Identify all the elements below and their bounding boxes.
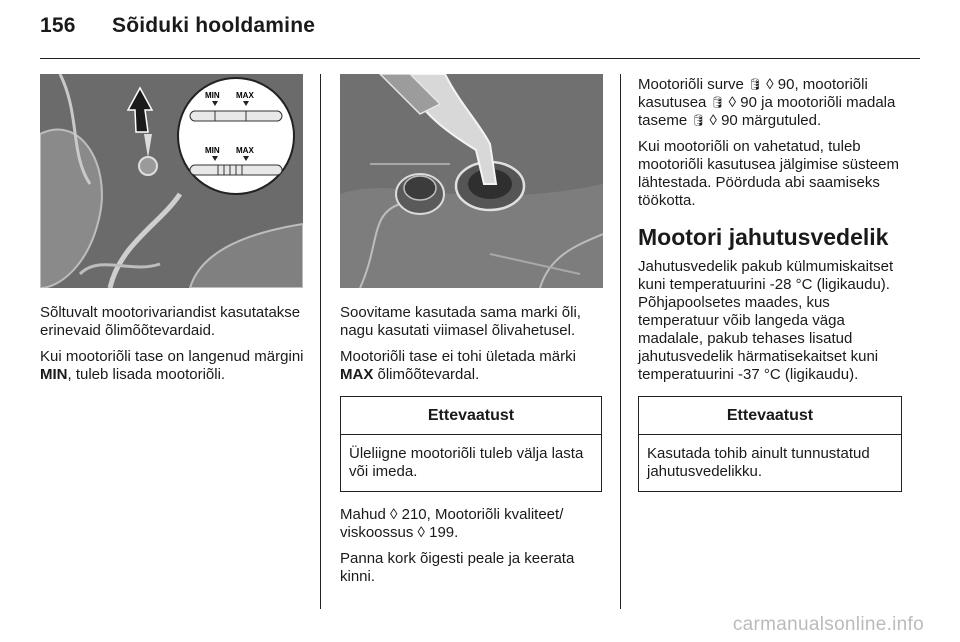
min-label-2: MIN xyxy=(205,146,220,155)
watermark: carmanualsonline.info xyxy=(732,614,924,635)
max-label-2: MAX xyxy=(236,146,254,155)
oil-life-icon: 🛢 xyxy=(710,97,725,109)
page-header xyxy=(40,14,315,38)
max-label-1: MAX xyxy=(236,91,254,100)
page-title: Sõiduki hooldamine xyxy=(112,14,316,37)
min-label-1: MIN xyxy=(205,91,220,100)
paragraph-dipstick-variants: Sõltuvalt mootorivariandist kasutatakse erinevaid õlimõõtevardaid. xyxy=(40,304,301,339)
column-2 xyxy=(340,304,602,594)
oil-filling-figure xyxy=(340,74,603,288)
warning-box-oil xyxy=(340,396,602,492)
paragraph-oil-life-reset: Kui mootoriõli on vahetatud, tuleb mootoriõli kasutusea jälgimise süsteem lähtestada. Pöörduda abi saamiseks töökotta. xyxy=(638,138,899,209)
paragraph-cap-tighten: Panna kork õigesti peale ja keerata kinni. xyxy=(340,550,575,585)
warning-body-coolant: Kasutada tohib ainult tunnustatud jahutusvedelikku. xyxy=(647,445,870,480)
paragraph-coolant-protection: Jahutusvedelik pakub külmumiskaitset kuni temperatuurini -28 °C (ligikaudu). Põhjapoolsetes maades, kus temperatuur võib langeda väga madalale, pakub tehases lisatud jahutusvedelik härmatisekaitset kuni temperatuurini -37 °C (ligikaudu). xyxy=(638,258,894,383)
paragraph-same-brand: Soovitame kasutada sama marki õli, nagu kasutati viimasel õlivahetusel. xyxy=(340,304,581,339)
min-mark: MIN xyxy=(40,366,68,383)
section-heading-coolant: Mootori jahutusvedelik xyxy=(638,224,889,250)
header-rule xyxy=(40,58,920,59)
oil-pressure-icon: 🛢 xyxy=(748,79,763,91)
paragraph-max-level: Mootoriõli tase ei tohi ületada märki MAX õlimõõtevardal. xyxy=(340,348,576,383)
max-mark: MAX xyxy=(340,366,374,383)
paragraph-capacities-link: Mahud ◊ 210, Mootoriõli kvaliteet/ viskoossus ◊ 199. xyxy=(340,506,564,541)
oil-filling-illustration xyxy=(340,74,603,288)
column-3 xyxy=(638,76,902,506)
warning-box-coolant xyxy=(638,396,902,492)
page-number: 156 xyxy=(40,14,76,37)
column-1 xyxy=(40,304,310,392)
oil-level-icon: 🛢 xyxy=(691,115,706,127)
column-divider-2 xyxy=(620,74,621,609)
paragraph-min-level: Kui mootoriõli tase on langenud märgini MIN, tuleb lisada mootoriõli. xyxy=(40,348,304,383)
dipstick-illustration xyxy=(40,74,303,288)
warning-title-coolant: Ettevaatust xyxy=(639,397,901,435)
column-divider-1 xyxy=(320,74,321,609)
warning-title: Ettevaatust xyxy=(341,397,601,435)
warning-body: Üleliigne mootoriõli tuleb välja lasta või imeda. xyxy=(349,445,584,480)
dipstick-figure xyxy=(40,74,303,288)
paragraph-oil-warning-lights: Mootoriõli surve 🛢 ◊ 90, mootoriõli kasutusea 🛢 ◊ 90 ja mootoriõli madala taseme 🛢 ◊ 90 märgutuled. xyxy=(638,76,896,129)
